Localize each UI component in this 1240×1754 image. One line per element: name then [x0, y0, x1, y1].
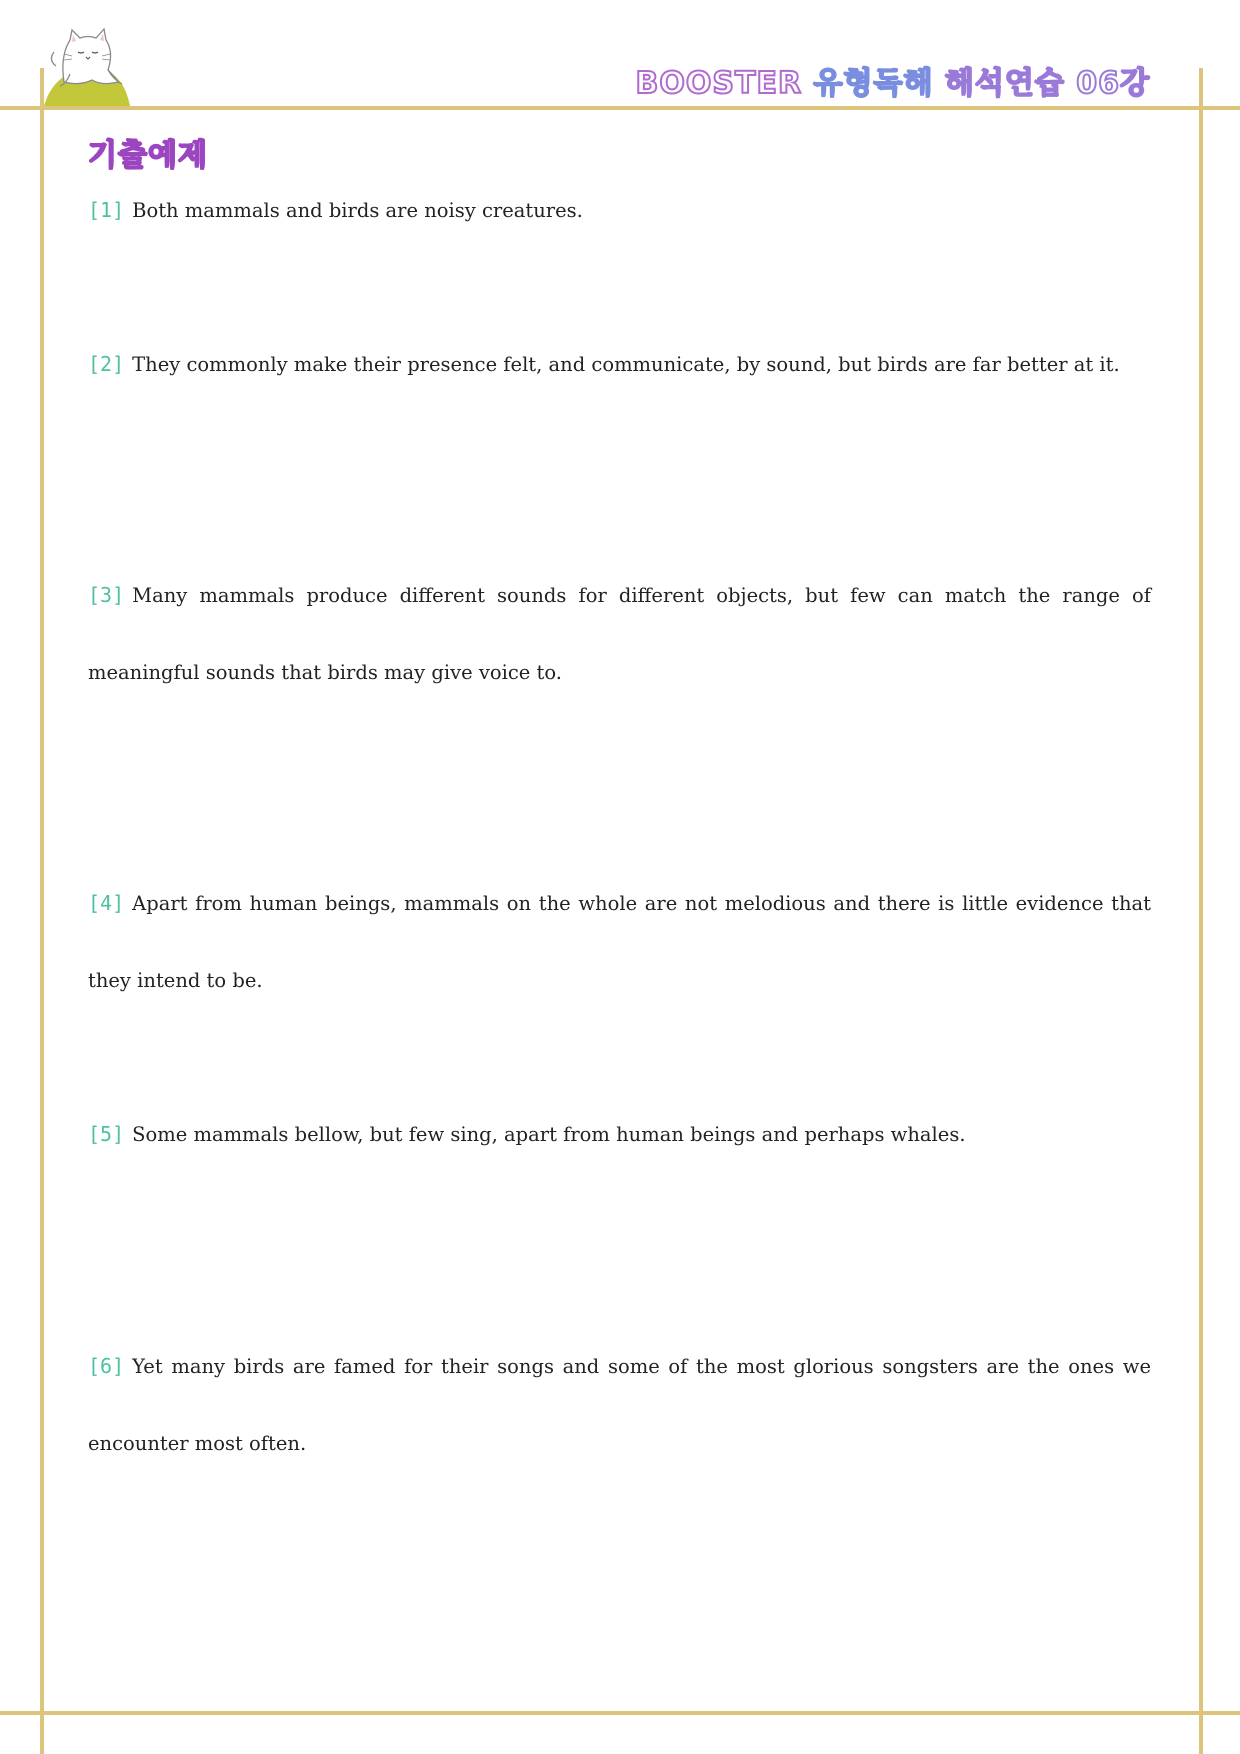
sentence-3: [88, 557, 1151, 711]
header-title-subject: 유형독해: [813, 66, 934, 101]
header-divider: [0, 106, 1240, 110]
sentence-text: Yet many birds are famed for their songs and some of the most glorious songsters are the ones we encounter most often.: [88, 1355, 1151, 1455]
sentence-number: [5]: [88, 1122, 125, 1146]
right-border-line: [1199, 68, 1203, 1754]
section-heading: 기출예제: [88, 138, 208, 173]
sentence-text: Apart from human beings, mammals on the whole are not melodious and there is little evidence that they intend to be.: [88, 892, 1151, 992]
sentence-text: Both mammals and birds are noisy creatures.: [132, 199, 583, 222]
page-header-title: [636, 58, 1150, 102]
sentence-1: [88, 172, 1151, 249]
left-border-line: [40, 68, 44, 1754]
sentence-4: [88, 865, 1151, 1019]
sentence-text: Many mammals produce different sounds for different objects, but few can match the range of meaningful sounds that birds may give voice to.: [88, 584, 1151, 684]
header-title-series: BOOSTER: [635, 66, 803, 101]
sentence-number: [3]: [88, 583, 125, 607]
sentence-number: [2]: [88, 352, 125, 376]
sentence-5: [88, 1096, 1151, 1173]
sentence-text: They commonly make their presence felt, and communicate, by sound, but birds are far better at it.: [132, 353, 1120, 376]
sentence-number: [1]: [88, 198, 125, 222]
sentence-text: Some mammals bellow, but few sing, apart from human beings and perhaps whales.: [132, 1123, 966, 1146]
sentence-number: [4]: [88, 891, 125, 915]
sentence-2: [88, 326, 1151, 403]
footer-divider: [0, 1711, 1240, 1715]
sentence-number: [6]: [88, 1354, 125, 1378]
sentence-6: [88, 1328, 1151, 1482]
cat-logo-icon: [42, 26, 138, 106]
header-title-lesson: 해석연습 06강: [944, 66, 1150, 101]
